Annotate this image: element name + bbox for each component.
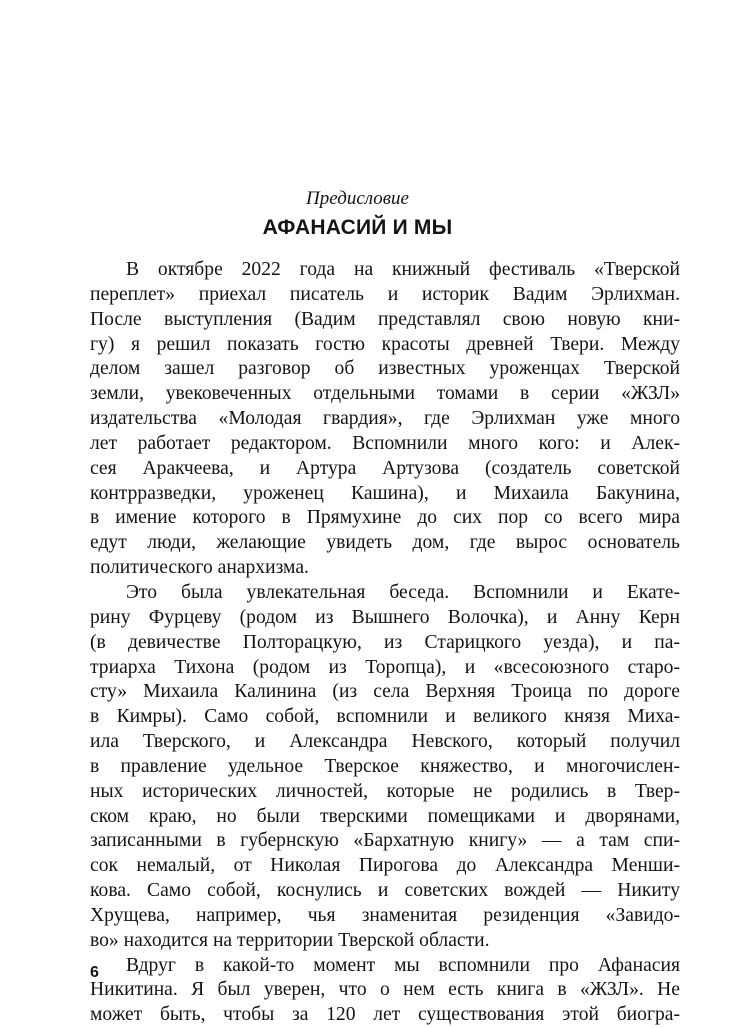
text-line: земли, увековеченных отдельными томами в серии «ЖЗЛ» xyxy=(90,383,680,405)
text-line: лет работает редактором. Вспомнили много кого: и Алек- xyxy=(90,432,680,454)
text-line: едут люди, желающие увидеть дом, где вырос основатель xyxy=(90,532,680,554)
text-line: Вдруг в какой-то момент мы вспомнили про Афанасия xyxy=(126,954,680,976)
text-line: может быть, чтобы за 120 лет существования этой биогра- xyxy=(90,1004,680,1026)
text-line: политического анархизма. xyxy=(90,557,309,579)
body-text xyxy=(90,258,680,1028)
page-number: 6 xyxy=(90,964,99,981)
text-line: сок немалый, от Николая Пирогова до Александра Менши- xyxy=(90,855,680,877)
text-line: сту» Михаила Калинина (из села Верхняя Троица по дороге xyxy=(90,681,680,703)
text-line: контрразведки, уроженец Кашина), и Михаила Бакунина, xyxy=(90,482,680,504)
text-line: в Кимры). Само собой, вспомнили и великого князя Миха- xyxy=(90,706,680,728)
paragraph-2 xyxy=(90,581,680,954)
text-line: Это была увлекательная беседа. Вспомнили и Екате- xyxy=(126,581,680,603)
text-line: После выступления (Вадим представлял свою новую кни- xyxy=(90,308,680,330)
section-label: Предисловие xyxy=(306,188,409,209)
text-line: переплет» приехал писатель и историк Вадим Эрлихман. xyxy=(90,283,680,305)
text-line: триарха Тихона (родом из Торопца), и «всесоюзного старо- xyxy=(90,656,680,678)
text-line: ных исторических личностей, которые не родились в Твер- xyxy=(90,780,680,802)
text-line: во» находится на территории Тверской области. xyxy=(90,929,490,951)
text-line: сея Аракчеева, и Артура Артузова (создатель советской xyxy=(90,457,680,479)
text-line: ском краю, но были тверскими помещиками и дворянами, xyxy=(90,805,680,827)
text-line: делом зашел разговор об известных уроженцах Тверской xyxy=(90,358,680,380)
text-line: рину Фурцеву (родом из Вышнего Волочка), и Анну Керн xyxy=(90,606,680,628)
paragraph-3 xyxy=(90,954,680,1028)
text-line: (в девичестве Полторацкую, из Старицкого уезда), и па- xyxy=(90,631,680,653)
text-line: Хрущева, например, чья знаменитая резиденция «Завидо- xyxy=(90,904,680,926)
text-line: записанными в губернскую «Бархатную книгу» — а там спи- xyxy=(90,830,680,852)
text-line: ила Тверского, и Александра Невского, который получил xyxy=(90,731,680,753)
chapter-title: АФАНАСИЙ И МЫ xyxy=(262,216,453,239)
text-line: гу) я решил показать гостю красоты древней Твери. Между xyxy=(90,333,680,355)
text-line: кова. Само собой, коснулись и советских вождей — Никиту xyxy=(90,880,680,902)
paragraph-1 xyxy=(90,258,680,581)
text-line: издательства «Молодая гвардия», где Эрлихман уже много xyxy=(90,408,680,430)
text-line: Никитина. Я был уверен, что о нем есть книга в «ЖЗЛ». Не xyxy=(90,979,680,1001)
text-line: в правление удельное Тверское княжество, и многочислен- xyxy=(90,755,680,777)
text-line: В октябре 2022 года на книжный фестиваль «Тверской xyxy=(126,259,680,280)
text-line: в имение которого в Прямухине до сих пор со всего мира xyxy=(90,507,680,529)
